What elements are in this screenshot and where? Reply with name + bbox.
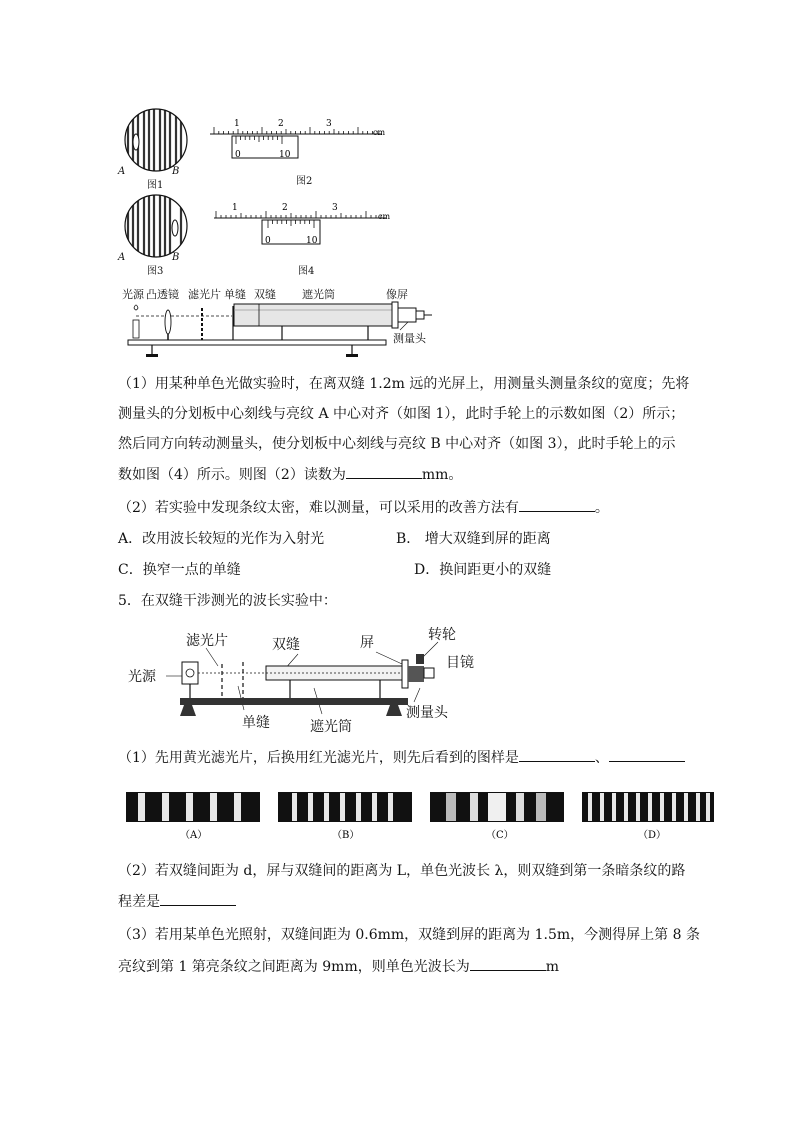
fringe-stripe: [308, 793, 313, 821]
pattern-d: [582, 792, 714, 822]
fig4-vernier-0: 0: [265, 236, 271, 246]
fringe-stripe: [162, 793, 169, 821]
answer-blank-red[interactable]: [609, 747, 685, 762]
fig3-fringes: [118, 194, 198, 264]
pattern-d-label: （D）: [638, 830, 667, 841]
label-filter2: 滤光片: [186, 633, 228, 649]
fringe-stripe: [470, 793, 478, 821]
label-single-slit2: 单缝: [242, 715, 270, 731]
q4-line5: [118, 497, 609, 518]
q4-option-b: B． 增大双缝到屏的距离: [396, 531, 551, 547]
fig4-main-3: 3: [332, 203, 338, 213]
fringe-stripe: [488, 793, 506, 821]
fringe-stripe: [340, 793, 345, 821]
q5-part1: [118, 747, 685, 768]
fringe-stripe: [372, 793, 377, 821]
label-wheel: 转轮: [428, 627, 456, 643]
answer-blank-wavelength[interactable]: [470, 956, 546, 971]
apparatus2-diagram: [126, 624, 486, 740]
fringe-stripe: [672, 793, 676, 821]
fringe-stripe: [648, 793, 652, 821]
fig1-label-a: A: [118, 166, 126, 177]
fringe-stripe: [324, 793, 329, 821]
fringe-stripe: [388, 793, 393, 821]
fringe-stripe: [684, 793, 688, 821]
label-single-slit: 单缝: [224, 288, 246, 301]
fringe-stripe: [516, 793, 524, 821]
pattern-c-label: （C）: [486, 830, 514, 841]
q4-option-c: C．换窄一点的单缝: [118, 562, 241, 578]
q5-part3-unit: m: [545, 959, 559, 975]
fringe-stripe: [612, 793, 616, 821]
fig2-main-2: 2: [278, 119, 284, 129]
q5-part1-text: （1）先用黄光滤光片，后换用红光滤光片，则先后看到的图样是: [118, 750, 519, 766]
fringe-stripe: [660, 793, 664, 821]
q4-line4-text: 数如图（4）所示。则图（2）读数为: [118, 467, 346, 483]
answer-blank-method[interactable]: [519, 497, 595, 512]
fig2-unit: cm: [373, 128, 386, 137]
fringe-stripe: [636, 793, 640, 821]
fringe-stripe: [624, 793, 628, 821]
label-double-slit2: 双缝: [272, 637, 300, 653]
fig2-main-1: 1: [234, 119, 240, 129]
fringe-stripe: [356, 793, 361, 821]
label-measure-head: 测量头: [393, 332, 426, 345]
fig4-main-1: 1: [232, 203, 238, 213]
fringe-patterns: [126, 792, 714, 842]
fig2-caption: 图2: [296, 176, 313, 187]
fringe-stripe: [292, 793, 297, 821]
fringe-stripe: [210, 793, 217, 821]
answer-blank-path-difference[interactable]: [160, 891, 236, 906]
q4-line1: （1）用某种单色光做实验时，在离双缝 1.2m 远的光屏上，用测量头测量条纹的宽度；先将: [118, 376, 690, 392]
fringe-stripe: [234, 793, 241, 821]
fig2-vernier-10: 10: [279, 150, 291, 160]
q5-part3-line1: （3）若用某单色光照射，双缝间距为 0.6mm，双缝到屏的距离为 1.5m，今测得屏上第 8 条: [118, 927, 700, 943]
q5-part2-line2: [118, 891, 236, 912]
answer-blank-yellow[interactable]: [519, 747, 595, 762]
q5-part1-sep: 、: [594, 750, 609, 766]
fringe-stripe: [446, 793, 456, 821]
fig3-caption: 图3: [147, 266, 164, 277]
q5-part3-text: 亮纹到第 1 第亮条纹之间距离为 9mm，则单色光波长为: [118, 959, 470, 975]
fig2-vernier: [210, 118, 400, 168]
fig3-label-a: A: [118, 252, 126, 263]
label-head2: 测量头: [406, 705, 448, 721]
fringe-stripe: [588, 793, 592, 821]
label-convex-lens: 凸透镜: [146, 288, 179, 301]
q5-part3-line2: [118, 956, 559, 977]
fig2-main-3: 3: [326, 119, 332, 129]
fig4-vernier-10: 10: [306, 236, 318, 246]
fringe-stripe: [536, 793, 546, 821]
label-tube2: 遮光筒: [310, 719, 352, 735]
label-image-screen: 像屏: [386, 288, 408, 301]
fig1-caption: 图1: [147, 180, 164, 191]
q4-line5-end: 。: [594, 500, 609, 516]
pattern-a-label: （A）: [180, 830, 208, 841]
q5-part2-line1: （2）若双缝间距为 d，屏与双缝间的距离为 L，单色光波长 λ，则双缝到第一条暗条纹的路: [118, 863, 686, 879]
pattern-a: [126, 792, 260, 822]
fringe-stripe: [600, 793, 604, 821]
q4-option-d: D．换间距更小的双缝: [414, 562, 552, 578]
q5-title: 5．在双缝干涉测光的波长实验中：: [118, 593, 337, 609]
q4-option-a: A．改用波长较短的光作为入射光: [118, 531, 325, 547]
pattern-b-label: （B）: [332, 830, 360, 841]
apparatus2: [126, 624, 486, 740]
fringe-stripe: [696, 793, 700, 821]
fig4-caption: 图4: [298, 266, 315, 277]
q4-line3: 然后同方向转动测量头，使分划板中心刻线与亮纹 B 中心对齐（如图 3），此时手轮上的示: [118, 436, 676, 452]
label-screen2: 屏: [360, 635, 374, 651]
fringe-stripe: [186, 793, 193, 821]
fringe-stripe: [138, 793, 145, 821]
label-shade-tube: 遮光筒: [302, 288, 335, 301]
fringe-stripe: [706, 793, 710, 821]
answer-blank-reading[interactable]: [346, 464, 422, 479]
pattern-c: [430, 792, 564, 822]
fig4-main-2: 2: [282, 203, 288, 213]
q4-line4-unit: mm。: [421, 467, 463, 483]
pattern-b: [278, 792, 412, 822]
q4-line2: 测量头的分划板中心刻线与亮纹 A 中心对齐（如图 1），此时手轮上的示数如图（2）所示；: [118, 406, 685, 422]
label-source2: 光源: [128, 669, 156, 685]
fig4-unit: cm: [378, 212, 391, 221]
fig1-fringes: [118, 108, 198, 178]
fig3-label-b: B: [172, 252, 180, 263]
fig4-vernier: [214, 200, 404, 250]
q4-line5-text: （2）若实验中发现条纹太密，难以测量，可以采用的改善方法有: [118, 500, 519, 516]
fig2-vernier-0: 0: [235, 150, 241, 160]
q4-line4: [118, 464, 462, 485]
q5-part2-text: 程差是: [118, 894, 160, 910]
label-light-source: 光源: [122, 288, 144, 301]
label-eyepiece: 目镜: [446, 655, 474, 671]
fig1-label-b: B: [172, 166, 180, 177]
label-filter: 滤光片: [188, 288, 221, 301]
label-double-slit: 双缝: [254, 288, 276, 301]
